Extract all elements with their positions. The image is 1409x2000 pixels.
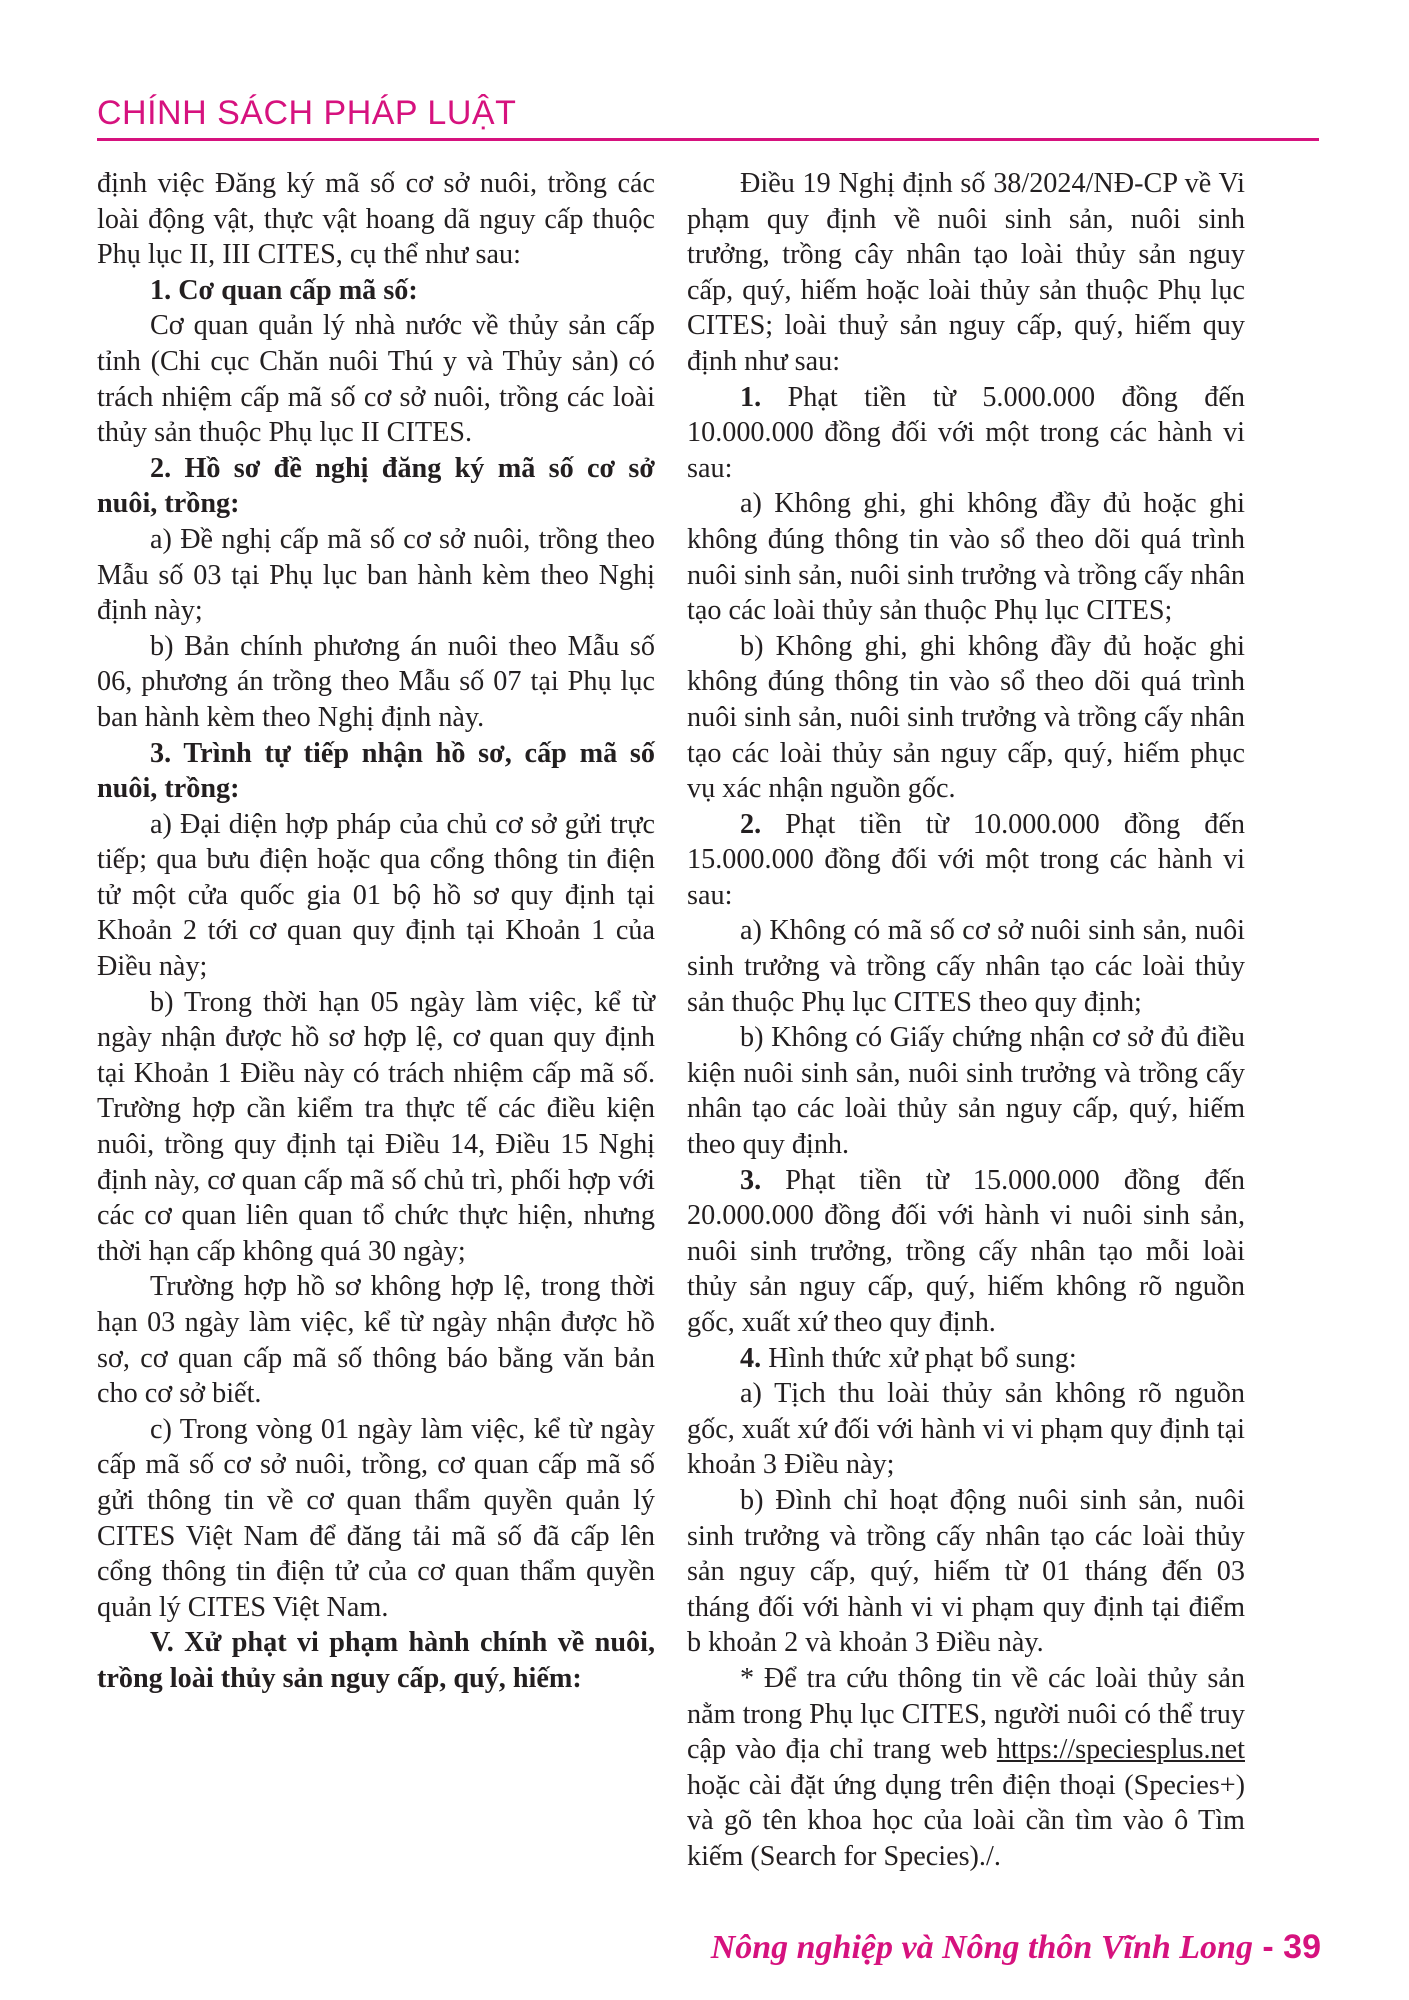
paragraph: a) Đại diện hợp pháp của chủ cơ sở gửi trực tiếp; qua bưu điện hoặc qua cổng thông tin điện tử một cửa quốc gia 01 bộ hồ sơ quy định tại Khoản 2 tới cơ quan quy định tại Khoản 1 của Điều này; [97,808,655,983]
paragraph: b) Trong thời hạn 05 ngày làm việc, kể từ ngày nhận được hồ sơ hợp lệ, cơ quan quy định tại Khoản 1 Điều này có trách nhiệm cấp mã số. Trường hợp cần kiểm tra thực tế các điều kiện nuôi, trồng quy định tại Điều 14, Điều 15 Nghị định này, cơ quan cấp mã số chủ trì, phối hợp với các cơ quan liên quan tổ chức thực hiện, nhưng thời hạn cấp không quá 30 ngày; [97,986,655,1267]
header-rule [97,138,1319,141]
clause-text: Phạt tiền từ 10.000.000 đồng đến 15.000.000 đồng đối với một trong các hành vi sau: [687,808,1245,911]
paragraph [687,380,1245,487]
subheading: 1. Cơ quan cấp mã số: [150,274,418,306]
paragraph: định việc Đăng ký mã số cơ sở nuôi, trồng các loài động vật, thực vật hoang dã nguy cấp thuộc Phụ lục II, III CITES, cụ thể như sau: [97,168,655,271]
right-column [687,166,1245,1875]
note-text: hoặc cài đặt ứng dụng trên điện thoại (Species+) và gõ tên khoa học của loài cần tìm vào ô Tìm kiếm (Search for Species)./. [687,1769,1245,1872]
paragraph: Cơ quan quản lý nhà nước về thủy sản cấp tỉnh (Chi cục Chăn nuôi Thú y và Thủy sản) có trách nhiệm cấp mã số cơ sở nuôi, trồng các loài thủy sản thuộc Phụ lục II CITES. [97,310,655,449]
clause-number: 4. [740,1342,762,1374]
clause-number: 2. [740,808,762,840]
note-paragraph [687,1661,1245,1875]
paragraph: a) Tịch thu loài thủy sản không rõ nguồn gốc, xuất xứ đối với hành vi vi phạm quy định tại khoản 3 Điều này; [687,1378,1245,1481]
page-footer [711,1928,1321,1967]
left-column [97,166,655,1697]
section-title: CHÍNH SÁCH PHÁP LUẬT [97,94,517,132]
clause-text: Phạt tiền từ 5.000.000 đồng đến 10.000.000 đồng đối với một trong các hành vi sau: [687,381,1245,484]
species-plus-link[interactable]: https://speciesplus.net [996,1734,1245,1766]
paragraph: a) Đề nghị cấp mã số cơ sở nuôi, trồng theo Mẫu số 03 tại Phụ lục ban hành kèm theo Nghị định này; [97,523,655,627]
note-text: * Để tra cứu thông tin về các loài thủy sản nằm trong Phụ lục CITES, người nuôi có thể truy cập vào địa chỉ trang web [687,1662,1245,1766]
subheading: 2. Hồ sơ đề nghị đăng ký mã số cơ sở nuôi, trồng: [97,452,655,520]
paragraph: b) Không ghi, ghi không đầy đủ hoặc ghi không đúng thông tin vào sổ theo dõi quá trình nuôi sinh sản, nuôi sinh trưởng và trồng cấy nhân tạo các loài thủy sản nguy cấp, quý, hiếm phục vụ xác nhận nguồn gốc. [687,630,1245,805]
paragraph [687,807,1245,914]
paragraph: Trường hợp hồ sơ không hợp lệ, trong thời hạn 03 ngày làm việc, kể từ ngày nhận được hồ sơ, cơ quan cấp mã số thông báo bằng văn bản cho cơ sở biết. [97,1271,655,1410]
footer-separator: - [1252,1928,1284,1966]
subheading: 3. Trình tự tiếp nhận hồ sơ, cấp mã số nuôi, trồng: [97,737,655,805]
paragraph: b) Đình chỉ hoạt động nuôi sinh sản, nuôi sinh trưởng và trồng cấy nhân tạo các loài thủy sản nguy cấp, quý, hiếm từ 01 tháng đến 03 tháng đối với hành vi vi phạm quy định tại điểm b khoản 2 và khoản 3 Điều này. [687,1484,1245,1659]
paragraph [687,1341,1245,1377]
paragraph [687,1163,1245,1341]
paragraph: b) Bản chính phương án nuôi theo Mẫu số 06, phương án trồng theo Mẫu số 07 tại Phụ lục ban hành kèm theo Nghị định này. [97,630,655,733]
clause-text: Phạt tiền từ 15.000.000 đồng đến 20.000.000 đồng đối với hành vi nuôi sinh sản, nuôi sinh trưởng, trồng cấy nhân tạo mỗi loài thủy sản nguy cấp, quý, hiếm không rõ nguồn gốc, xuất xứ theo quy định. [687,1164,1245,1338]
clause-number: 1. [740,381,762,413]
paragraph: c) Trong vòng 01 ngày làm việc, kể từ ngày cấp mã số cơ sở nuôi, trồng, cơ quan cấp mã số gửi thông tin về cơ quan thẩm quyền quản lý CITES Việt Nam để đăng tải mã số đã cấp lên cổng thông tin điện tử của cơ quan thẩm quyền quản lý CITES Việt Nam. [97,1413,655,1623]
page-number: 39 [1283,1928,1321,1966]
paragraph: a) Không có mã số cơ sở nuôi sinh sản, nuôi sinh trưởng và trồng cấy nhân tạo các loài thủy sản thuộc Phụ lục CITES theo quy định; [687,915,1245,1018]
paragraph: a) Không ghi, ghi không đầy đủ hoặc ghi không đúng thông tin vào sổ theo dõi quá trình nuôi sinh sản, nuôi sinh trưởng và trồng cấy nhân tạo các loài thủy sản thuộc Phụ lục CITES; [687,488,1245,627]
clause-text: Hình thức xử phạt bổ sung: [761,1342,1077,1374]
paragraph: Điều 19 Nghị định số 38/2024/NĐ-CP về Vi phạm quy định về nuôi sinh sản, nuôi sinh trưởng, trồng cây nhân tạo loài thủy sản nguy cấp, quý, hiếm hoặc loài thủy sản thuộc Phụ lục CITES; loài thuỷ sản nguy cấp, quý, hiếm quy định như sau: [687,168,1245,377]
clause-number: 3. [740,1164,762,1196]
magazine-name: Nông nghiệp và Nông thôn Vĩnh Long [710,1929,1253,1966]
paragraph: b) Không có Giấy chứng nhận cơ sở đủ điều kiện nuôi sinh sản, nuôi sinh trưởng và trồng cấy nhân tạo các loài thủy sản nguy cấp, quý, hiếm theo quy định. [687,1022,1245,1161]
section-heading: V. Xử phạt vi phạm hành chính về nuôi, trồng loài thủy sản nguy cấp, quý, hiếm: [97,1627,655,1694]
